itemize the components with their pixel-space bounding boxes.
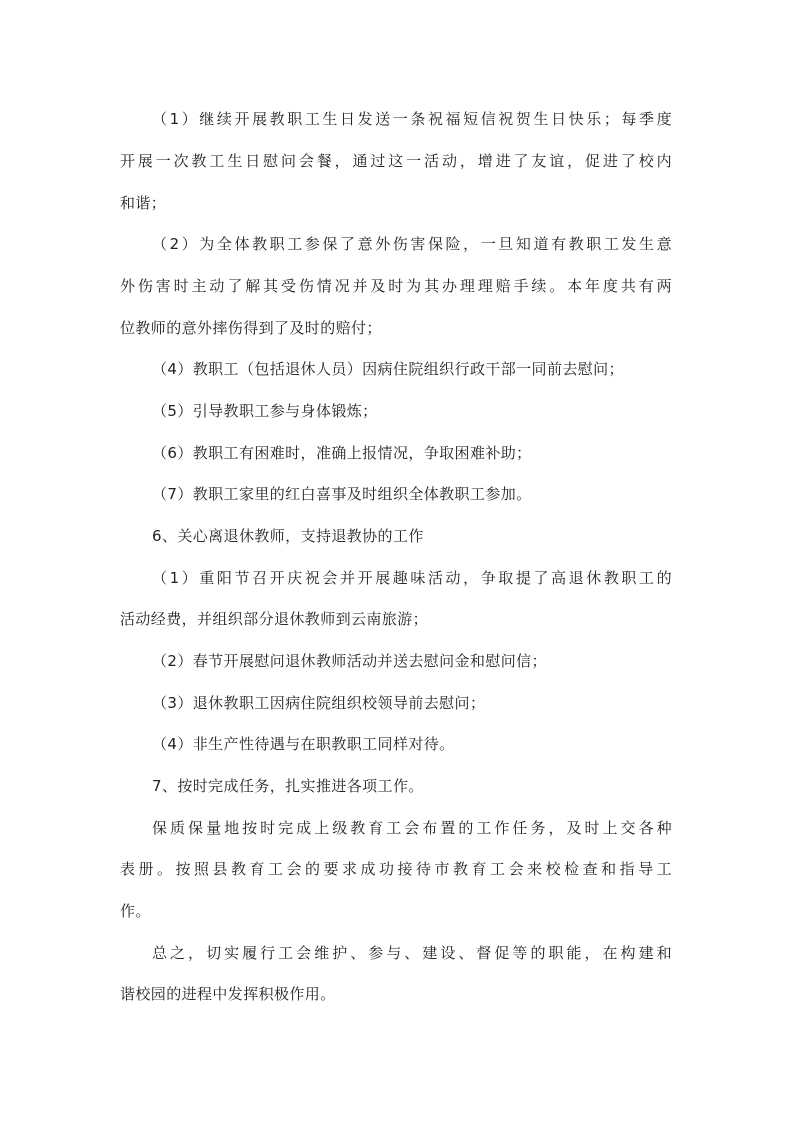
paragraph-line: （2）为全体教职工参保了意外伤害保险，一旦知道有教职工发生意 — [152, 235, 672, 253]
paragraph-line: （1）继续开展教职工生日发送一条祝福短信祝贺生日快乐；每季度 — [152, 110, 672, 128]
paragraph-line: （3）退休教职工因病住院组织校领导前去慰问； — [152, 694, 486, 712]
section-heading: 7、按时完成任务，扎实推进各项工作。 — [152, 777, 424, 795]
paragraph-line: 表册。按照县教育工会的要求成功接待市教育工会来校检查和指导工 — [120, 860, 672, 878]
paragraph-line: （4）非生产性待遇与在职教职工同样对待。 — [152, 735, 455, 753]
paragraph-line: 作。 — [120, 902, 151, 920]
paragraph-line: 活动经费，并组织部分退休教师到云南旅游； — [120, 610, 429, 628]
paragraph-line: 位教师的意外摔伤得到了及时的赔付； — [120, 319, 382, 337]
paragraph-line: 总之，切实履行工会维护、参与、建设、督促等的职能，在构建和 — [152, 944, 672, 962]
paragraph-line: 外伤害时主动了解其受伤情况并及时为其办理理赔手续。本年度共有两 — [120, 277, 672, 295]
paragraph-line: 和谐； — [120, 194, 167, 212]
paragraph-line: （2）春节开展慰问退休教师活动并送去慰问金和慰问信； — [152, 652, 547, 670]
paragraph-line: （5）引导教职工参与身体锻炼； — [152, 402, 378, 420]
section-heading: 6、关心离退休教师，支持退教协的工作 — [152, 527, 424, 545]
document-page — [120, 0, 676, 1123]
paragraph-line: 保质保量地按时完成上级教育工会布置的工作任务，及时上交各种 — [152, 819, 672, 837]
paragraph-line: （6）教职工有困难时，准确上报情况，争取困难补助； — [152, 444, 532, 462]
paragraph-line: 谐校园的进程中发挥积极作用。 — [120, 985, 336, 1003]
paragraph-line: （1）重阳节召开庆祝会并开展趣味活动，争取提了高退休教职工的 — [152, 569, 672, 587]
paragraph-line: （7）教职工家里的红白喜事及时组织全体教职工参加。 — [152, 485, 532, 503]
paragraph-line: （4）教职工（包括退休人员）因病住院组织行政干部一同前去慰问； — [152, 360, 624, 378]
paragraph-line: 开展一次教工生日慰问会餐，通过这一活动，增进了友谊，促进了校内 — [120, 152, 672, 170]
